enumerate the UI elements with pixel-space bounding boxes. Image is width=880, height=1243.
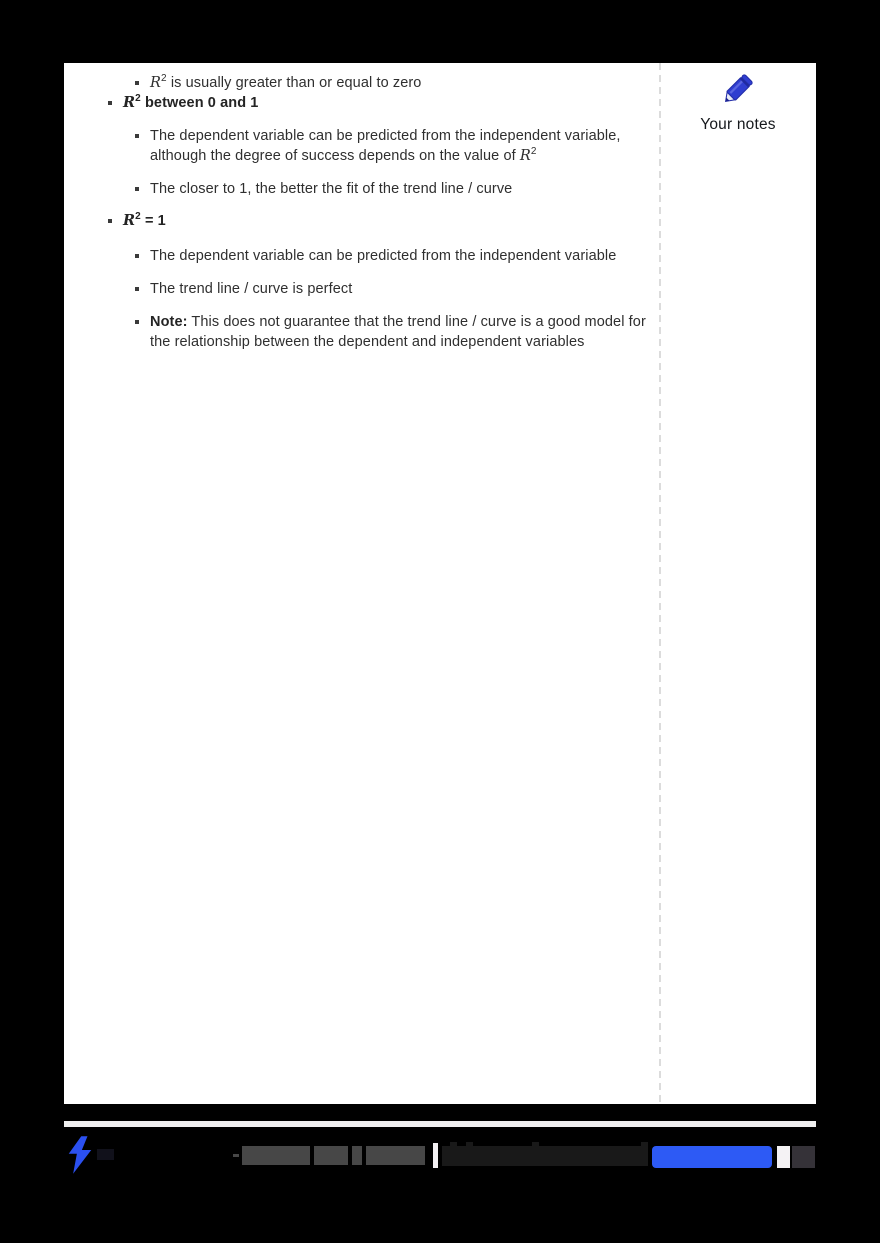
footer-bar: [0, 1127, 880, 1243]
footer-white-block: [777, 1146, 790, 1168]
bullet-square-icon: [135, 287, 139, 291]
list-item: [64, 126, 660, 166]
list-item-text: The dependent variable can be predicted from the independent variable, although the degree of success depends on the value of $R^2$: [150, 128, 621, 164]
footer-copyright-text-redacted: [366, 1146, 425, 1165]
bullet-square-icon: [135, 254, 139, 258]
list-item-text: The trend line / curve is perfect: [150, 281, 353, 297]
list-item: [64, 279, 660, 299]
footer-link-text-redacted: [466, 1142, 473, 1146]
footer-copyright-text-redacted: [242, 1146, 310, 1165]
footer-logo-text-redacted: [97, 1149, 114, 1160]
notes-dashed-divider: [659, 63, 661, 1102]
list-item-text: $R^2$ between 0 and 1: [123, 93, 259, 111]
list-item: [64, 73, 660, 93]
bullet-square-icon: [135, 81, 139, 85]
list-item: [64, 211, 660, 231]
pencil-icon: [716, 68, 760, 110]
bullet-square-icon: [108, 219, 112, 223]
revision-notes-content: [64, 63, 660, 352]
lightning-bolt-icon: [64, 1135, 96, 1175]
list-item: [64, 93, 660, 113]
footer-link-text-redacted: [641, 1142, 648, 1146]
list-item-text: $R^2 = 1$: [123, 211, 166, 229]
footer-copyright-text-redacted: [233, 1154, 239, 1157]
bullet-square-icon: [135, 320, 139, 324]
footer-link-text-redacted: [442, 1146, 648, 1166]
footer-blue-button[interactable]: [652, 1146, 772, 1168]
list-item-text: Note: This does not guarantee that the trend line / curve is a good model for the relationship between the dependent and independent variables: [150, 314, 646, 350]
list-item: [64, 246, 660, 266]
list-item: [64, 312, 660, 352]
bullet-square-icon: [108, 101, 112, 105]
footer-copyright-text-redacted: [314, 1146, 348, 1165]
footer-link-text-redacted: [450, 1142, 457, 1146]
list-item-text: $R^2$ is usually greater than or equal to zero: [150, 73, 422, 91]
footer-copyright-text-redacted: [352, 1146, 362, 1165]
bullet-square-icon: [135, 134, 139, 138]
footer-divider: [433, 1143, 438, 1168]
your-notes-label: Your notes: [700, 116, 776, 133]
your-notes-panel[interactable]: [660, 68, 816, 134]
list-item-text: The closer to 1, the better the fit of the trend line / curve: [150, 181, 513, 197]
document-page: [64, 63, 816, 1104]
footer-dark-block: [792, 1146, 815, 1168]
footer-link-text-redacted: [532, 1142, 539, 1146]
list-item-text: The dependent variable can be predicted from the independent variable: [150, 248, 617, 264]
bullet-square-icon: [135, 187, 139, 191]
list-item: [64, 179, 660, 199]
